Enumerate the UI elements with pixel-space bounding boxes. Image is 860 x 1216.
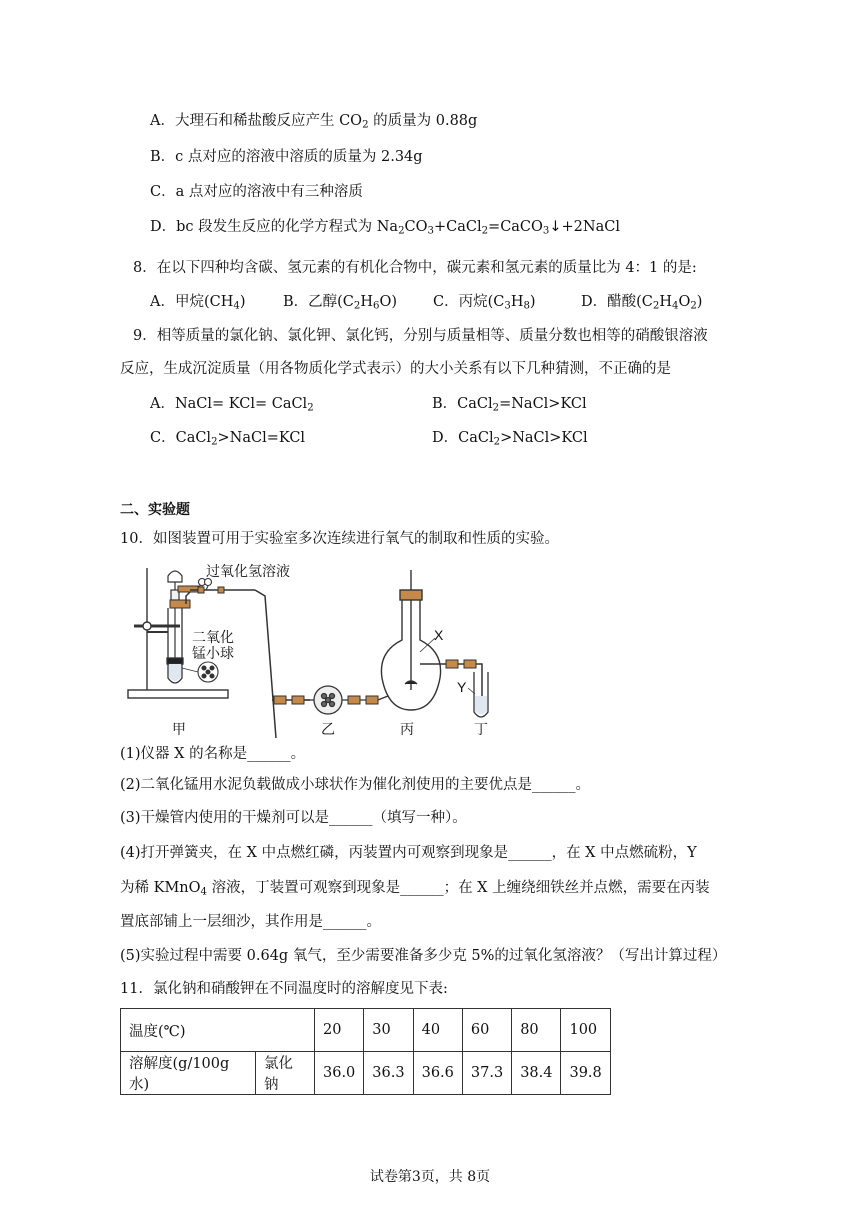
q10-part3: (3)干燥管内使用的干燥剂可以是______（填写一种）。 bbox=[120, 810, 467, 826]
section-heading: 二、实验题 bbox=[120, 502, 190, 518]
q9-option-c: C．CaCl$_2$>NaCl=KCl bbox=[150, 430, 306, 448]
q10-part4-line3: 置底部铺上一层细沙，其作用是______。 bbox=[120, 914, 381, 930]
solubility-header: 溶解度(g/100g 水) bbox=[121, 1052, 256, 1095]
page-footer: 试卷第3页，共 8页 bbox=[369, 1169, 491, 1185]
nacl-cell: 36.3 bbox=[364, 1052, 413, 1095]
test-tube-ding bbox=[474, 672, 488, 717]
temp-header: 温度(℃) bbox=[121, 1009, 315, 1052]
q11-stem: 11．氯化钠和硝酸钾在不同温度时的溶解度见下表: bbox=[120, 981, 448, 997]
label-yi: 乙 bbox=[321, 721, 335, 737]
label-jia: 甲 bbox=[172, 721, 186, 737]
q8-option-d: D．醋酸$(C_2H_4O_2)$ bbox=[581, 294, 703, 312]
delivery-tube bbox=[186, 590, 276, 738]
label-mno2-line1: 二氧化 bbox=[192, 629, 234, 645]
label-bing: 丙 bbox=[400, 721, 414, 737]
nacl-cell: 36.0 bbox=[315, 1052, 364, 1095]
q10-part4-line1: (4)打开弹簧夹，在 X 中点燃红磷，丙装置内可观察到现象是______，在 X 中点燃硫粉，Y bbox=[120, 845, 697, 861]
q10-part5: (5)实验过程中需要 0.64g 氧气，至少需要准备多少克 5%的过氧化氢溶液？（写出计算过程） bbox=[120, 948, 727, 964]
q7-option-c: C．a 点对应的溶液中有三种溶质 bbox=[150, 184, 363, 200]
q10-part2: (2)二氧化锰用水泥负载做成小球状作为催化剂使用的主要优点是______。 bbox=[120, 777, 591, 793]
q10-stem: 10．如图装置可用于实验室多次连续进行氧气的制取和性质的实验。 bbox=[120, 531, 559, 547]
temp-cell: 80 bbox=[512, 1009, 561, 1052]
temp-cell: 30 bbox=[364, 1009, 413, 1052]
label-ding: 丁 bbox=[474, 721, 488, 737]
temp-cell: 100 bbox=[561, 1009, 610, 1052]
q8-option-c: C．丙烷$(C_3H_8)$ bbox=[433, 294, 536, 312]
q9-stem-line2: 反应，生成沉淀质量（用各物质化学式表示）的大小关系有以下几种猜测，不正确的是 bbox=[120, 361, 671, 377]
temp-cell: 40 bbox=[413, 1009, 462, 1052]
label-x: X bbox=[434, 627, 444, 643]
nacl-cell: 39.8 bbox=[561, 1052, 610, 1095]
q9-option-d: D．CaCl$_2$>NaCl>KCl bbox=[432, 430, 588, 448]
lab-apparatus-diagram bbox=[120, 560, 510, 738]
q7-option-a: A．大理石和稀盐酸反应产生 $CO_2$ 的质量为 0.88g bbox=[150, 113, 478, 131]
q8-option-a: A．甲烷$(CH_4)$ bbox=[150, 294, 246, 312]
nacl-cell: 37.3 bbox=[462, 1052, 511, 1095]
q9-option-a: A．NaCl= KCl= CaCl$_2$ bbox=[150, 396, 314, 414]
label-mno2-line2: 锰小球 bbox=[192, 645, 234, 661]
nacl-label: 氯化钠 bbox=[256, 1052, 315, 1095]
q7-option-b: B．c 点对应的溶液中溶质的质量为 2.34g bbox=[150, 149, 423, 165]
temp-cell: 20 bbox=[315, 1009, 364, 1052]
solubility-table bbox=[120, 1008, 611, 1095]
mno2-ball-icon bbox=[198, 662, 218, 682]
flask bbox=[378, 570, 441, 710]
table-row bbox=[121, 1009, 611, 1052]
nacl-cell: 38.4 bbox=[512, 1052, 561, 1095]
table-row bbox=[121, 1052, 611, 1095]
q8-stem: 8．在以下四种均含碳、氢元素的有机化合物中，碳元素和氢元素的质量比为 4：1 的是: bbox=[133, 260, 697, 276]
q8-option-b: B．乙醇$(C_2H_6O)$ bbox=[283, 294, 398, 312]
nacl-cell: 36.6 bbox=[413, 1052, 462, 1095]
label-h2o2: 过氧化氢溶液 bbox=[206, 563, 290, 579]
q7-option-d: D．bc 段发生反应的化学方程式为 $Na_2CO_3+CaCl_2=CaCO_3↓+2NaCl$ bbox=[150, 219, 620, 237]
q9-stem-line1: 9．相等质量的氯化钠、氯化钾、氯化钙，分别与质量相等、质量分数也相等的硝酸银溶液 bbox=[133, 328, 708, 344]
q10-part1: (1)仪器 X 的名称是______。 bbox=[120, 746, 306, 762]
q10-part4-line2: 为稀 KMnO$_4$ 溶液，丁装置可观察到现象是______；在 X 上缠绕细铁丝并点燃，需要在丙装 bbox=[120, 880, 710, 898]
q9-option-b: B．CaCl$_2$=NaCl>KCl bbox=[432, 396, 587, 414]
temp-cell: 60 bbox=[462, 1009, 511, 1052]
label-y: Y bbox=[457, 679, 467, 695]
